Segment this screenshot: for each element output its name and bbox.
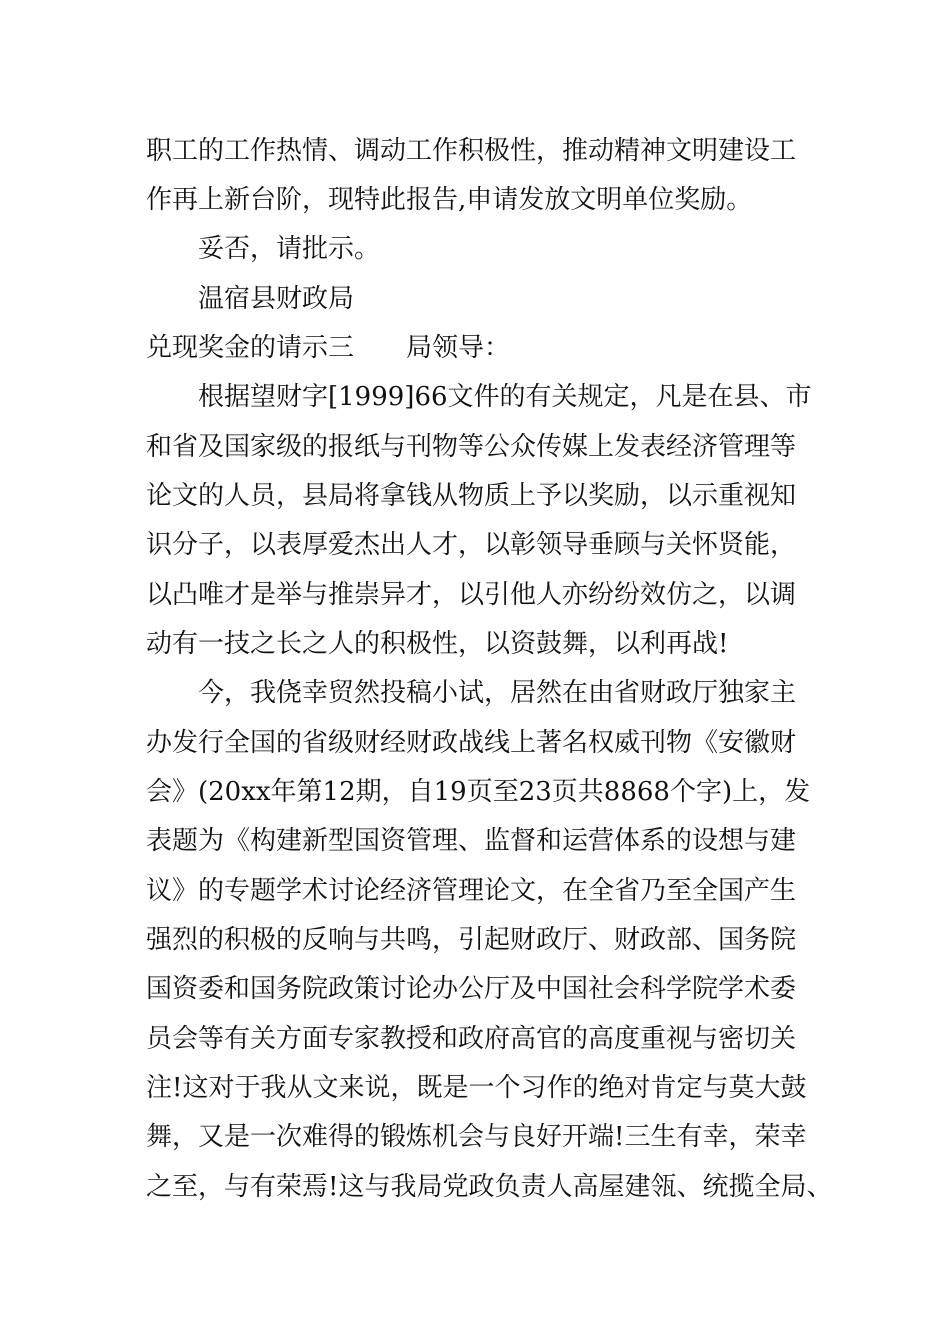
text-line: 妥否，请批示。 — [198, 234, 381, 264]
text-line: 今，我侥幸贸然投稿小试，居然在由省财政厅独家主 — [198, 678, 797, 708]
text-line: 根据望财字[1999]66文件的有关规定，凡是在县、市 — [198, 382, 812, 412]
text-line: 和省及国家级的报纸与刊物等公众传媒上发表经济管理等 — [146, 432, 797, 462]
text-line: 识分子，以表厚爱杰出人才，以彰领导垂顾与关怀贤能， — [146, 530, 797, 560]
text-line: 会》(20xx年第12期，自19页至23页共8868个字)上，发 — [146, 777, 811, 807]
signature-line: 温宿县财政局 — [198, 284, 355, 314]
salutation: 局领导： — [406, 333, 511, 363]
text-line: 强烈的积极的反响与共鸣，引起财政厅、财政部、国务院 — [146, 925, 797, 955]
text-line: 作再上新台阶，现特此报告,申请发放文明单位奖励。 — [146, 185, 753, 215]
text-line: 议》的专题学术讨论经济管理论文，在全省乃至全国产生 — [146, 876, 797, 906]
text-line: 论文的人员，县局将拿钱从物质上予以奖励，以示重视知 — [146, 481, 797, 511]
text-line: 动有一技之长之人的积极性，以资鼓舞，以利再战! — [146, 629, 729, 659]
section-heading-line — [146, 333, 510, 363]
text-line: 之至，与有荣焉!这与我局党政负责人高屋建瓴、统揽全局、 — [146, 1172, 833, 1202]
text-line: 职工的工作热情、调动工作积极性，推动精神文明建设工 — [146, 136, 797, 166]
text-line: 表题为《构建新型国资管理、监督和运营体系的设想与建 — [146, 826, 797, 856]
text-line: 舞，又是一次难得的锻炼机会与良好开端!三生有幸，荣幸 — [146, 1122, 807, 1152]
text-line: 员会等有关方面专家教授和政府高官的高度重视与密切关 — [146, 1024, 797, 1054]
section-title: 兑现奖金的请示三 — [146, 333, 355, 363]
text-line: 办发行全国的省级财经财政战线上著名权威刊物《安徽财 — [146, 728, 797, 758]
text-line: 国资委和国务院政策讨论办公厅及中国社会科学院学术委 — [146, 974, 797, 1004]
text-line: 注!这对于我从文来说，既是一个习作的绝对肯定与莫大鼓 — [146, 1073, 807, 1103]
text-line: 以凸唯才是举与推崇异才，以引他人亦纷纷效仿之，以调 — [146, 580, 797, 610]
